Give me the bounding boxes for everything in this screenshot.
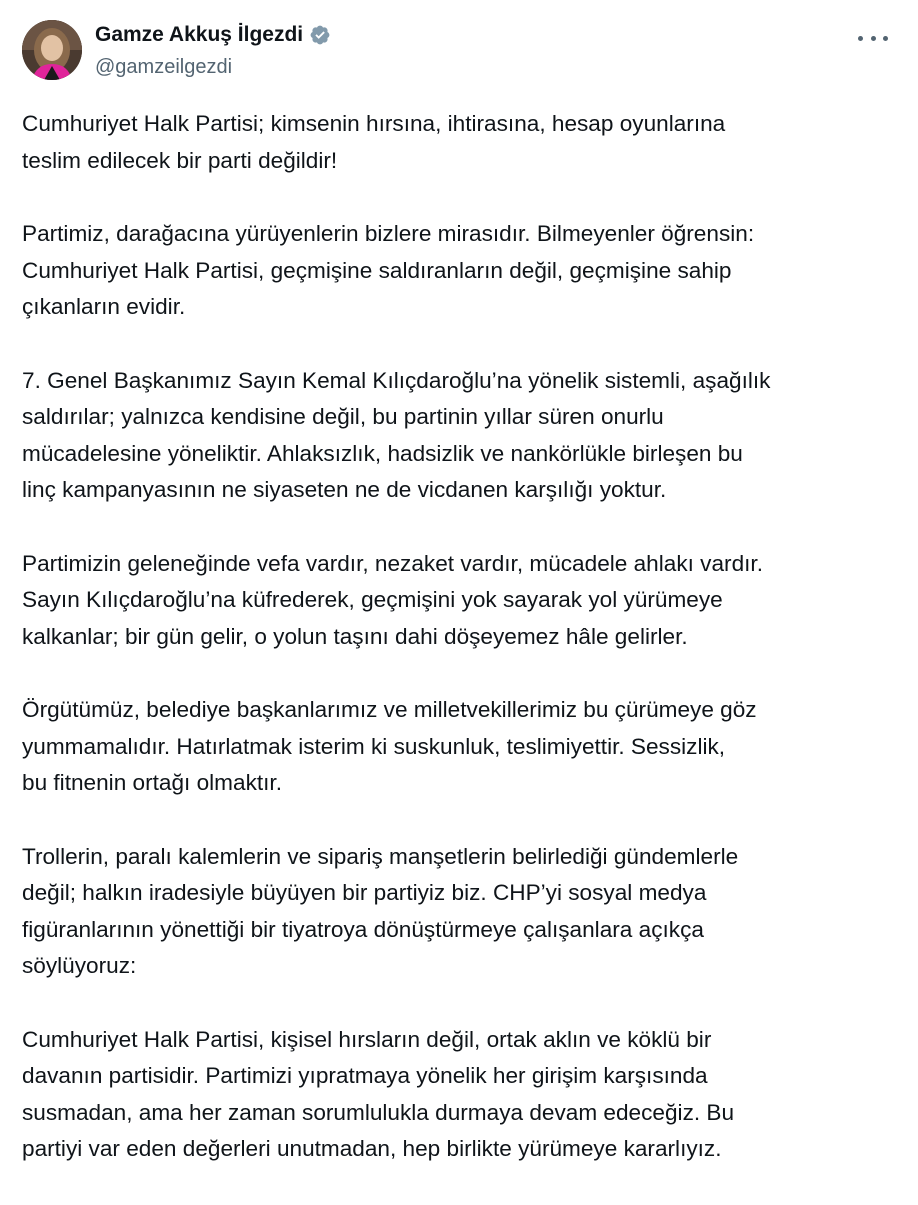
text-line: Cumhuriyet Halk Partisi, geçmişine saldıranların değil, geçmişine sahip	[22, 257, 732, 283]
text-line: mücadelesine yöneliktir. Ahlaksızlık, hadsizlik ve nankörlükle birleşen bu	[22, 440, 743, 466]
text-line: bu fitnenin ortağı olmaktır.	[22, 770, 282, 795]
avatar-image	[22, 20, 82, 80]
name-row	[95, 22, 331, 48]
tweet-paragraph	[22, 106, 902, 179]
author-block	[95, 22, 331, 79]
text-line: Sayın Kılıçdaroğlu’na küfrederek, geçmişini yok sayarak yol yürümeye	[22, 587, 723, 612]
text-line: Cumhuriyet Halk Partisi; kimsenin hırsına, ihtirasına, hesap oyunlarına	[22, 111, 726, 136]
text-line: partiyi var eden değerleri unutmadan, hep birlikte yürümeye kararlıyız.	[22, 1136, 722, 1161]
text-line: Partimizin geleneğinde vefa vardır, nezaket vardır, mücadele ahlakı vardır.	[22, 550, 763, 576]
avatar[interactable]	[22, 20, 82, 80]
tweet-paragraph	[22, 546, 902, 656]
more-dot	[883, 36, 888, 41]
tweet-paragraph	[22, 1022, 902, 1168]
text-line: Trollerin, paralı kalemlerin ve sipariş manşetlerin belirlediği gündemlerle	[22, 843, 739, 869]
text-line: 7. Genel Başkanımız Sayın Kemal Kılıçdaroğlu’na yönelik sistemli, aşağılık	[22, 367, 771, 393]
text-line: Partimiz, darağacına yürüyenlerin bizlere mirasıdır. Bilmeyenler öğrensin:	[22, 221, 755, 246]
text-line: Örgütümüz, belediye başkanlarımız ve milletvekillerimiz bu çürümeye göz	[22, 697, 757, 722]
text-line: değil; halkın iradesiyle büyüyen bir partiyiz biz. CHP’yi sosyal medya	[22, 880, 707, 905]
tweet-text	[22, 106, 902, 1205]
text-line: söylüyoruz:	[22, 953, 137, 978]
text-line: linç kampanyasının ne siyaseten ne de vicdanen karşılığı yoktur.	[22, 477, 667, 502]
more-dot	[858, 36, 863, 41]
text-line: yummamalıdır. Hatırlatmak isterim ki suskunluk, teslimiyettir. Sessizlik,	[22, 733, 726, 759]
text-line: çıkanların evidir.	[22, 294, 186, 319]
tweet-paragraph	[22, 216, 902, 326]
text-line: kalkanlar; bir gün gelir, o yolun taşını dahi döşeyemez hâle gelirler.	[22, 623, 688, 649]
author-name[interactable]: Gamze Akkuş İlgezdi	[95, 23, 304, 46]
text-line: davanın partisidir. Partimizi yıpratmaya yönelik her girişim karşısında	[22, 1063, 708, 1088]
more-options-icon[interactable]	[858, 28, 888, 48]
tweet-paragraph	[22, 363, 902, 509]
text-line: teslim edilecek bir parti değildir!	[22, 147, 338, 173]
text-line: Cumhuriyet Halk Partisi, kişisel hırsların değil, ortak aklın ve köklü bir	[22, 1026, 712, 1052]
author-handle[interactable]: @gamzeilgezdi	[95, 56, 233, 78]
text-line: susmadan, ama her zaman sorumlulukla durmaya devam edeceğiz. Bu	[22, 1099, 735, 1125]
text-line: saldırılar; yalnızca kendisine değil, bu partinin yıllar süren onurlu	[22, 404, 664, 429]
tweet-paragraph	[22, 692, 902, 802]
more-dot	[871, 36, 876, 41]
text-line: figüranlarının yönettiği bir tiyatroya dönüştürmeye çalışanlara açıkça	[22, 916, 704, 942]
verified-badge-icon	[309, 24, 331, 46]
tweet-paragraph	[22, 839, 902, 985]
